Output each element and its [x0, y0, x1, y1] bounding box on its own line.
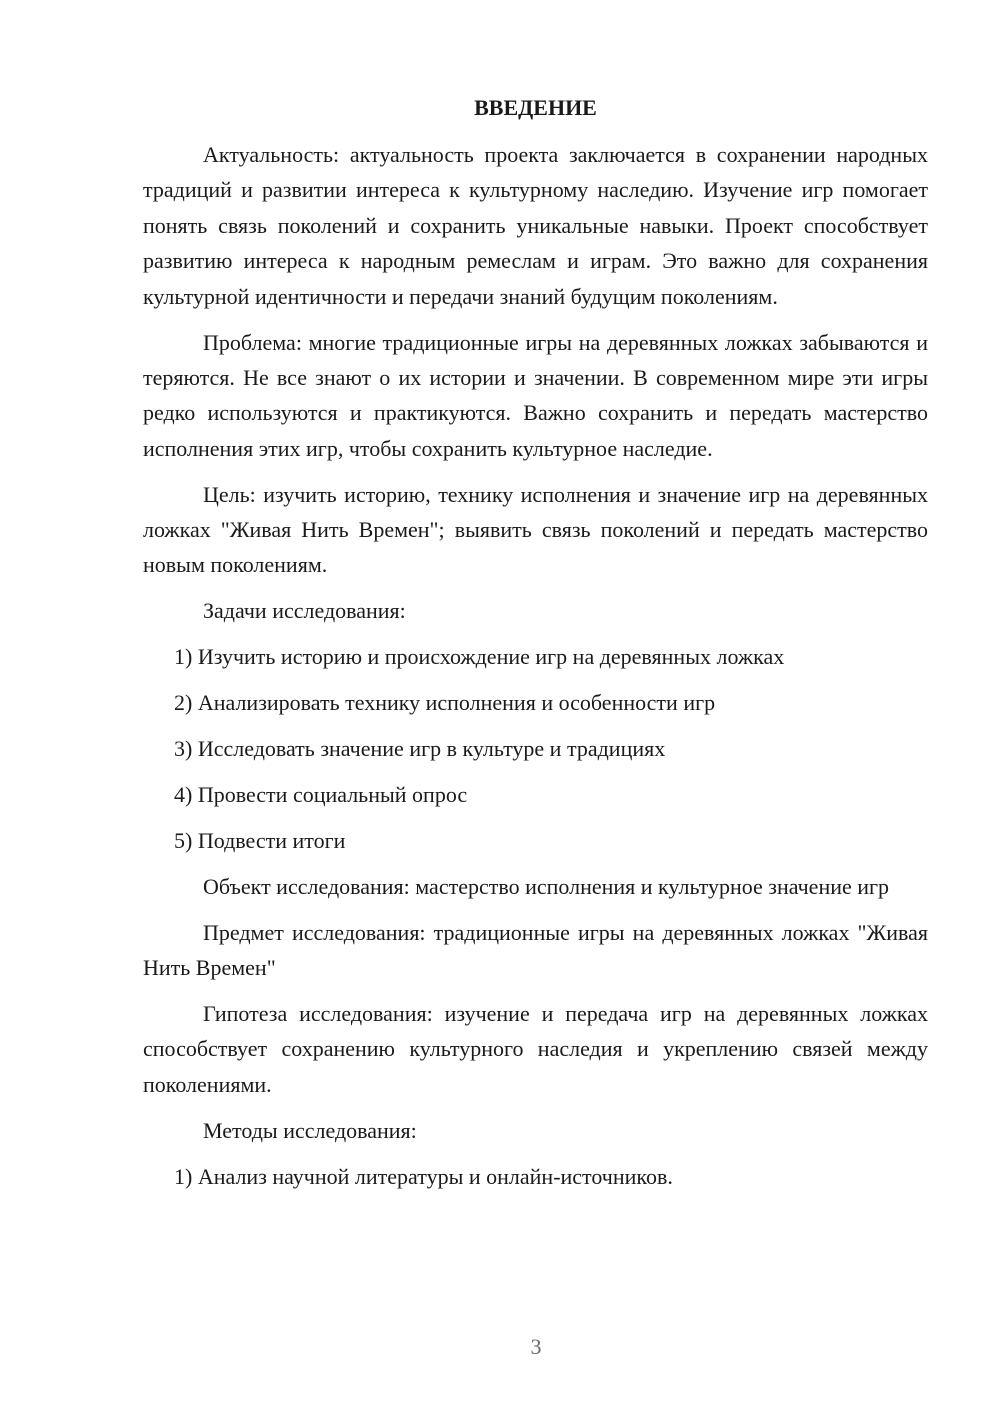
task-item: 1) Изучить историю и происхождение игр на деревянных ложках [174, 644, 785, 670]
hypothesis-paragraph: Гипотеза исследования: изучение и передача игр на деревянных ложках способствует сохранению культурного наследия и укреплению связей между поколениями. [143, 1001, 928, 1097]
object-paragraph: Объект исследования: мастерство исполнения и культурное значение игр [203, 873, 890, 899]
problem-paragraph: Проблема: многие традиционные игры на деревянных ложках забываются и теряются. Не все знают о их истории и значении. В современном мире эти игры редко используются и практикуются. Важно сохранить и передать мастерство исполнения этих игр, чтобы сохранить культурное наследие. [143, 329, 928, 461]
method-item: 1) Анализ научной литературы и онлайн-источников. [174, 1163, 673, 1189]
page-content [143, 90, 928, 1205]
methods-heading: Методы исследования: [203, 1117, 417, 1143]
task-item: 5) Подвести итоги [174, 827, 346, 853]
goal-paragraph: Цель: изучить историю, технику исполнения и значение игр на деревянных ложках "Живая Нить Времен"; выявить связь поколений и передать мастерство новым поколениям. [143, 481, 928, 578]
tasks-heading: Задачи исследования: [203, 598, 406, 624]
task-item: 2) Анализировать технику исполнения и особенности игр [174, 690, 716, 716]
task-item: 4) Провести социальный опрос [174, 782, 468, 807]
section-title: ВВЕДЕНИЕ [474, 95, 597, 120]
task-item: 3) Исследовать значение игр в культуре и традициях [174, 736, 666, 762]
page-number: 3 [530, 1334, 542, 1359]
relevance-paragraph: Актуальность: актуальность проекта заключается в сохранении народных традиций и развитии интереса к культурному наследию. Изучение игр помогает понять связь поколений и сохранить уникальные навыки. Проект способствует развитию интереса к народным ремеслам и играм. Это важно для сохранения культурной идентичности и передачи знаний будущим поколениям. [143, 142, 928, 309]
subject-paragraph: Предмет исследования: традиционные игры на деревянных ложках "Живая Нить Времен" [143, 919, 928, 981]
